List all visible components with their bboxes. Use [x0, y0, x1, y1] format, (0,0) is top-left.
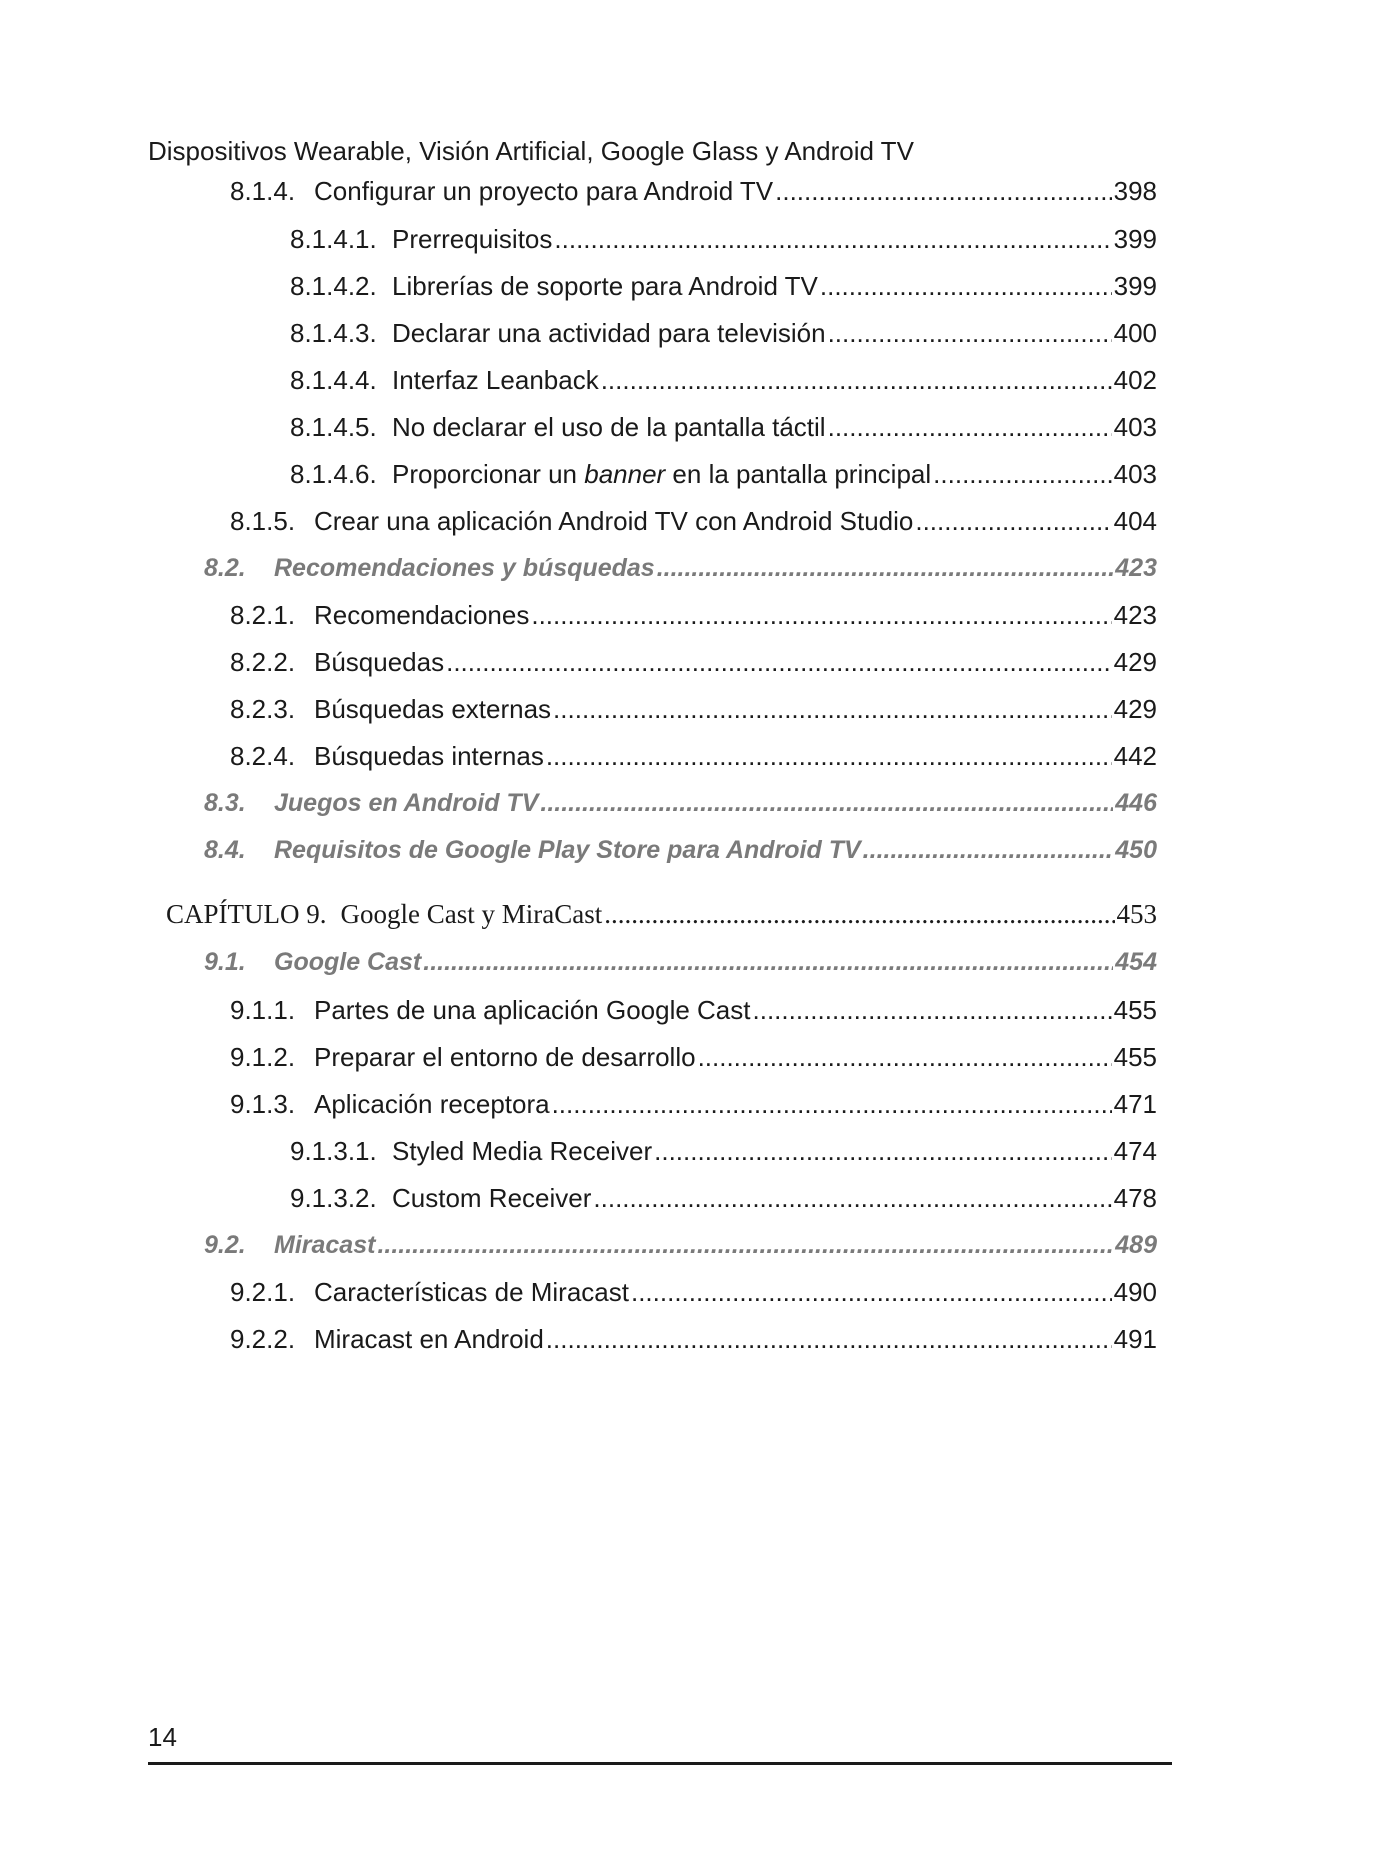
toc-entry-page: 429 [1113, 647, 1157, 677]
toc-entry [230, 645, 1157, 679]
toc-entry-title: Crear una aplicación Android TV con Android Studio [314, 506, 914, 536]
toc-entry-title: Configurar un proyecto para Android TV [314, 176, 774, 206]
toc-entry-number: 8.1.4.2. [290, 271, 377, 301]
toc-entry-number: 8.1.4.6. [290, 459, 377, 489]
toc-entry-page: 429 [1113, 694, 1157, 724]
toc-entry-page: 471 [1113, 1089, 1157, 1119]
toc-entry [290, 222, 1157, 256]
toc-entry-title: Styled Media Receiver [392, 1136, 653, 1166]
dot-leader [593, 1181, 1111, 1215]
toc-entry-title: Declarar una actividad para televisión [392, 318, 826, 348]
dot-leader [377, 1228, 1113, 1262]
toc-entry [290, 457, 1157, 491]
toc-entry [290, 1181, 1157, 1215]
toc-entry-number: 9.1.2. [230, 1042, 296, 1072]
toc-entry-page: 446 [1115, 789, 1157, 817]
toc-entry [230, 1275, 1157, 1309]
dot-leader [446, 645, 1112, 679]
toc-entry-number: 8.1.4.5. [290, 412, 377, 442]
toc-entry-page: 423 [1115, 554, 1157, 582]
toc-entry-number: 8.1.5. [230, 506, 296, 536]
toc-entry-number: 8.2.4. [230, 741, 296, 771]
toc-entry-title: Recomendaciones [314, 600, 530, 630]
toc-entry-title: Partes de una aplicación Google Cast [314, 995, 751, 1025]
toc-entry [290, 1134, 1157, 1168]
toc-entry-title: Requisitos de Google Play Store para Android TV [274, 836, 861, 864]
toc-entry-number: 9.1.3.2. [290, 1183, 377, 1213]
toc-entry-number: 9.1.1. [230, 995, 296, 1025]
dot-leader [657, 551, 1114, 585]
toc-entry [230, 739, 1157, 773]
running-head: Dispositivos Wearable, Visión Artificial, Google Glass y Android TV [148, 136, 914, 166]
dot-leader [933, 457, 1111, 491]
toc-entry-title: Aplicación receptora [314, 1089, 550, 1119]
toc-entry-page: 403 [1113, 459, 1157, 489]
toc-entry [290, 410, 1157, 444]
dot-leader [554, 222, 1111, 256]
toc-entry-page: 398 [1113, 176, 1157, 206]
toc-entry-number: 9.2.1. [230, 1277, 296, 1307]
toc-entry-title: Búsquedas internas [314, 741, 544, 771]
toc-entry-title: No declarar el uso de la pantalla táctil [392, 412, 826, 442]
toc-entry-title: Custom Receiver [392, 1183, 592, 1213]
toc-entry-page: 402 [1113, 365, 1157, 395]
toc-entry-page: 455 [1113, 995, 1157, 1025]
toc-section-entry [204, 551, 1157, 585]
toc-entry [290, 269, 1157, 303]
dot-leader [540, 786, 1113, 820]
toc-entry-title: Búsquedas externas [314, 694, 552, 724]
toc-entry-number: 8.1.4.3. [290, 318, 377, 348]
dot-leader [828, 410, 1112, 444]
toc-entry-page: 404 [1113, 506, 1157, 536]
dot-leader [423, 945, 1113, 979]
toc-entry-title: Librerías de soporte para Android TV [392, 271, 818, 301]
toc-entry-number: 8.1.4.1. [290, 224, 377, 254]
toc-entry-page: 454 [1115, 948, 1157, 976]
dot-leader [654, 1134, 1111, 1168]
toc-entry-page: 399 [1113, 271, 1157, 301]
title-emphasis: banner [584, 459, 666, 489]
toc-entry-page: 490 [1113, 1277, 1157, 1307]
toc-entry-number: 9.1.3.1. [290, 1136, 377, 1166]
toc-entry-title: Características de Miracast [314, 1277, 629, 1307]
toc-entry-number: 8.2. [204, 554, 246, 582]
toc-entry-number: 8.2.2. [230, 647, 296, 677]
toc-entry-title: Google Cast y MiraCast [340, 899, 603, 929]
toc-entry-number: 9.2.2. [230, 1324, 296, 1354]
toc-entry-page: 489 [1115, 1231, 1157, 1259]
toc-entry-number: 8.1.4. [230, 176, 296, 206]
dot-leader [531, 598, 1111, 632]
toc-entry-number: 9.2. [204, 1231, 246, 1259]
dot-leader [698, 1040, 1112, 1074]
toc-entry-title [392, 457, 931, 491]
toc-entry [230, 1322, 1157, 1356]
toc-entry [230, 692, 1157, 726]
toc-entry-title: Prerrequisitos [392, 224, 553, 254]
title-part: en la pantalla principal [665, 459, 932, 489]
toc-entry-page: 400 [1113, 318, 1157, 348]
toc-entry-page: 478 [1113, 1183, 1157, 1213]
toc-entry-title: Recomendaciones y búsquedas [274, 554, 655, 582]
toc-entry-title: Miracast [274, 1231, 376, 1259]
dot-leader [820, 269, 1112, 303]
toc-entry-number: 8.2.3. [230, 694, 296, 724]
toc-entry-page: 474 [1113, 1136, 1157, 1166]
toc-entry-page: 491 [1113, 1324, 1157, 1354]
dot-leader [553, 692, 1112, 726]
toc-entry-page: 399 [1113, 224, 1157, 254]
toc-entry-number: 9.1. [204, 948, 246, 976]
toc-entry-page: 450 [1115, 836, 1157, 864]
toc-entry-title: Búsquedas [314, 647, 445, 677]
toc-entry [230, 993, 1157, 1027]
toc-entry-number: 8.2.1. [230, 600, 296, 630]
toc-entry-page: 455 [1113, 1042, 1157, 1072]
toc-entry [230, 598, 1157, 632]
toc-entry-number: 8.3. [204, 789, 246, 817]
toc-entry [230, 174, 1157, 208]
dot-leader [828, 316, 1112, 350]
dot-leader [775, 174, 1111, 208]
toc-chapter-number: CAPÍTULO 9. [166, 899, 327, 929]
toc-entry-number: 9.1.3. [230, 1089, 296, 1119]
footer-rule [148, 1762, 1172, 1765]
toc-section-entry [204, 945, 1157, 979]
toc-entry-page: 453 [1116, 899, 1157, 929]
dot-leader [915, 504, 1111, 538]
title-part: Proporcionar un [392, 459, 585, 489]
toc-section-entry [204, 833, 1157, 867]
dot-leader [631, 1275, 1112, 1309]
toc-entry-page: 442 [1113, 741, 1157, 771]
toc-entry-page: 403 [1113, 412, 1157, 442]
toc-entry-title: Miracast en Android [314, 1324, 544, 1354]
dot-leader [546, 739, 1112, 773]
toc-entry-number: 8.1.4.4. [290, 365, 377, 395]
page-number: 14 [148, 1722, 177, 1752]
toc-entry [230, 1087, 1157, 1121]
toc-section-entry [204, 1228, 1157, 1262]
toc-entry-number: 8.4. [204, 836, 246, 864]
toc-chapter-entry [166, 897, 1157, 931]
toc-section-entry [204, 786, 1157, 820]
toc-entry-title: Google Cast [274, 948, 422, 976]
toc-entry-page: 423 [1113, 600, 1157, 630]
toc-entry [290, 363, 1157, 397]
toc-entry-title: Interfaz Leanback [392, 365, 599, 395]
dot-leader [546, 1322, 1112, 1356]
toc-entry [230, 504, 1157, 538]
dot-leader [601, 363, 1112, 397]
toc-entry [290, 316, 1157, 350]
toc-entry [230, 1040, 1157, 1074]
dot-leader [863, 833, 1114, 867]
toc-entry-title: Juegos en Android TV [274, 789, 539, 817]
toc-entry-title: Preparar el entorno de desarrollo [314, 1042, 696, 1072]
dot-leader [753, 993, 1112, 1027]
dot-leader [604, 897, 1114, 931]
dot-leader [552, 1087, 1112, 1121]
